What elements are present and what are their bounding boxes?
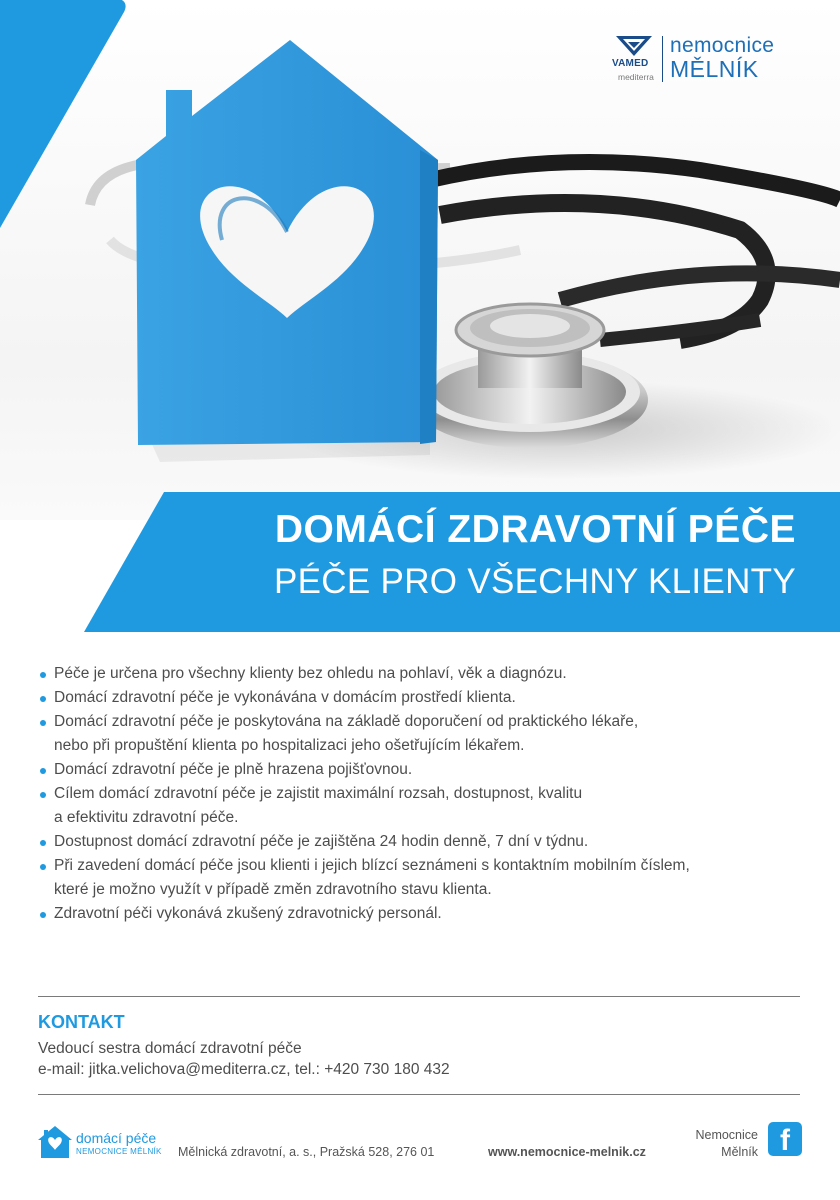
list-item-text: Domácí zdravotní péče je plně hrazena pojišťovnou. — [54, 761, 413, 778]
list-item — [38, 710, 818, 758]
list-item-text: Zdravotní péči vykonává zkušený zdravotnický personál. — [54, 905, 442, 922]
list-item — [38, 686, 818, 710]
list-item-text: Při zavedení domácí péče jsou klienti i jejich blízcí seznámeni s kontaktním mobilním číslem, — [54, 857, 690, 874]
facebook-icon[interactable]: f — [768, 1122, 802, 1156]
page-subtitle: PÉČE PRO VŠECHNY KLIENTY — [274, 562, 796, 601]
home-heart-icon — [36, 1124, 74, 1160]
list-item — [38, 662, 818, 686]
list-item-text: Domácí zdravotní péče je vykonávána v domácím prostředí klienta. — [54, 689, 516, 706]
list-item — [38, 902, 818, 926]
vamed-icon — [612, 34, 656, 58]
page-title: DOMÁCÍ ZDRAVOTNÍ PÉČE — [274, 508, 796, 551]
list-item — [38, 782, 818, 830]
logo-divider — [662, 36, 663, 82]
list-item-text-continued: a efektivitu zdravotní péče. — [54, 809, 239, 826]
list-item — [38, 830, 818, 854]
list-item-text: Péče je určena pro všechny klienty bez ohledu na pohlaví, věk a diagnózu. — [54, 665, 567, 682]
footer-facebook-label-line1: Nemocnice — [695, 1128, 758, 1142]
footer-facebook-label-line2: Mělník — [721, 1145, 758, 1159]
divider-top — [38, 996, 800, 997]
logo-vamed-text: VAMED — [612, 58, 649, 69]
list-item-text: Domácí zdravotní péče je poskytována na základě doporučení od praktického lékaře, — [54, 713, 639, 730]
contact-email-phone: e-mail: jitka.velichova@mediterra.cz, tel.: +420 730 180 432 — [38, 1061, 450, 1078]
list-item-text-continued: nebo při propuštění klienta po hospitalizaci jeho ošetřujícím lékařem. — [54, 737, 525, 754]
logo-hospital-line2: MĚLNÍK — [670, 56, 759, 82]
contact-role: Vedoucí sestra domácí zdravotní péče — [38, 1040, 302, 1057]
divider-bottom — [38, 1094, 800, 1095]
contact-heading: KONTAKT — [38, 1012, 125, 1032]
footer-address: Mělnická zdravotní, a. s., Pražská 528, 276 01 — [178, 1145, 435, 1159]
logo-mediterra-text: mediterra — [618, 72, 654, 82]
list-item-text: Dostupnost domácí zdravotní péče je zajištěna 24 hodin denně, 7 dní v týdnu. — [54, 833, 589, 850]
list-item — [38, 758, 818, 782]
footer-brand-sub: NEMOCNICE MĚLNÍK — [76, 1147, 162, 1156]
info-bullet-list — [38, 662, 818, 926]
list-item — [38, 854, 818, 902]
footer-brand-name: domácí péče — [76, 1130, 157, 1146]
hospital-logo — [612, 34, 812, 86]
list-item-text-continued: které je možno využít v případě změn zdravotního stavu klienta. — [54, 881, 492, 898]
footer-website-link[interactable]: www.nemocnice-melnik.cz — [488, 1145, 646, 1159]
list-item-text: Cílem domácí zdravotní péče je zajistit maximální rozsah, dostupnost, kvalitu — [54, 785, 583, 802]
logo-hospital-line1: nemocnice — [670, 34, 775, 57]
